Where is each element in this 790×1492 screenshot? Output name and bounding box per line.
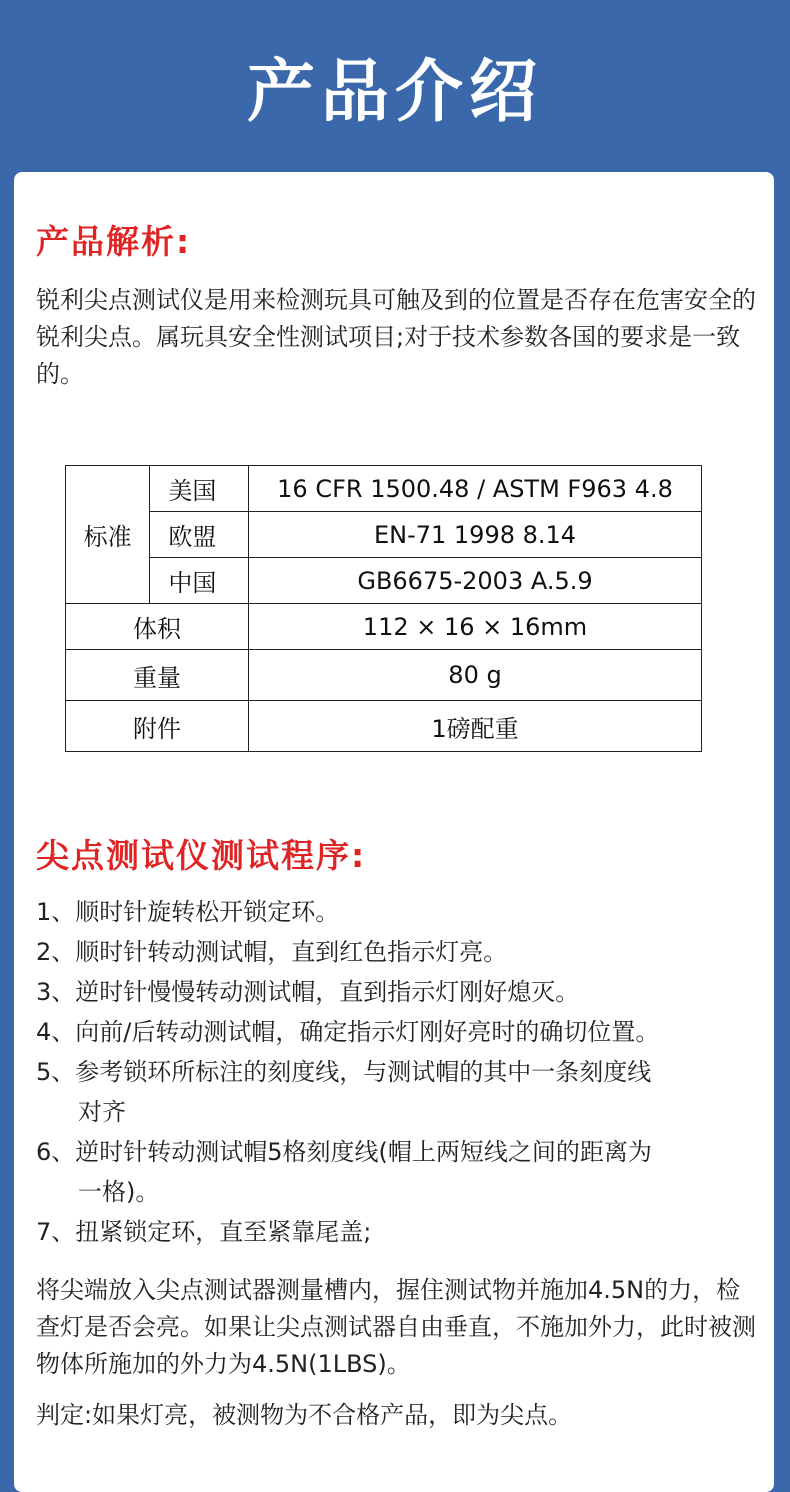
step-text-continued: 一格)。 <box>78 1178 160 1206</box>
accessory-value: 1磅配重 <box>249 701 702 752</box>
standard-label: 标准 <box>66 466 150 604</box>
spec-row-cn <box>66 558 702 604</box>
weight-label: 重量 <box>66 650 249 701</box>
procedure-note: 将尖端放入尖点测试器测量槽内，握住测试物并施加4.5N的力，检查灯是否会亮。如果让尖点测试器自由垂直，不施加外力，此时被测物体所施加的外力为4.5N(1LBS)。 <box>36 1276 756 1378</box>
content-card <box>14 172 774 1492</box>
accessory-label: 附件 <box>66 701 249 752</box>
page-banner-title: 产品介绍 <box>246 53 543 132</box>
procedure-step <box>36 1132 766 1212</box>
verdict-text: 判定:如果灯亮，被测物为不合格产品，即为尖点。 <box>36 1401 573 1429</box>
procedure-step <box>36 932 766 972</box>
volume-value: 112 × 16 × 16mm <box>249 604 702 650</box>
procedure-step <box>36 892 766 932</box>
analysis-heading: 产品解析: <box>36 222 192 261</box>
spec-row-weight <box>66 650 702 701</box>
region-us: 美国 <box>150 466 249 512</box>
step-text: 3、逆时针慢慢转动测试帽，直到指示灯刚好熄灭。 <box>36 978 580 1006</box>
step-text: 7、扭紧锁定环，直至紧靠尾盖; <box>36 1218 372 1246</box>
procedure-step <box>36 972 766 1012</box>
procedure-heading: 尖点测试仪测试程序: <box>36 836 367 875</box>
step-text: 6、逆时针转动测试帽5格刻度线(帽上两短线之间的距离为 <box>36 1138 652 1166</box>
procedure-step <box>36 1052 766 1132</box>
spec-row-accessory <box>66 701 702 752</box>
step-text: 1、顺时针旋转松开锁定环。 <box>36 898 340 926</box>
spec-row-eu <box>66 512 702 558</box>
standard-cn-value: GB6675-2003 A.5.9 <box>249 558 702 604</box>
procedure-step <box>36 1212 766 1252</box>
standard-eu-value: EN-71 1998 8.14 <box>249 512 702 558</box>
volume-label: 体积 <box>66 604 249 650</box>
procedure-step <box>36 1012 766 1052</box>
procedure-steps <box>36 892 766 1252</box>
step-text: 4、向前/后转动测试帽，确定指示灯刚好亮时的确切位置。 <box>36 1018 660 1046</box>
spec-row-us <box>66 466 702 512</box>
standard-us-value: 16 CFR 1500.48 / ASTM F963 4.8 <box>249 466 702 512</box>
analysis-text: 锐利尖点测试仪是用来检测玩具可触及到的位置是否存在危害安全的锐利尖点。属玩具安全性测试项目;对于技术参数各国的要求是一致的。 <box>36 286 756 388</box>
spec-table <box>65 465 702 752</box>
step-text: 5、参考锁环所标注的刻度线，与测试帽的其中一条刻度线 <box>36 1058 652 1086</box>
step-text: 2、顺时针转动测试帽，直到红色指示灯亮。 <box>36 938 508 966</box>
weight-value: 80 g <box>249 650 702 701</box>
step-text-continued: 对齐 <box>78 1098 126 1126</box>
region-eu: 欧盟 <box>150 512 249 558</box>
region-cn: 中国 <box>150 558 249 604</box>
spec-row-volume <box>66 604 702 650</box>
